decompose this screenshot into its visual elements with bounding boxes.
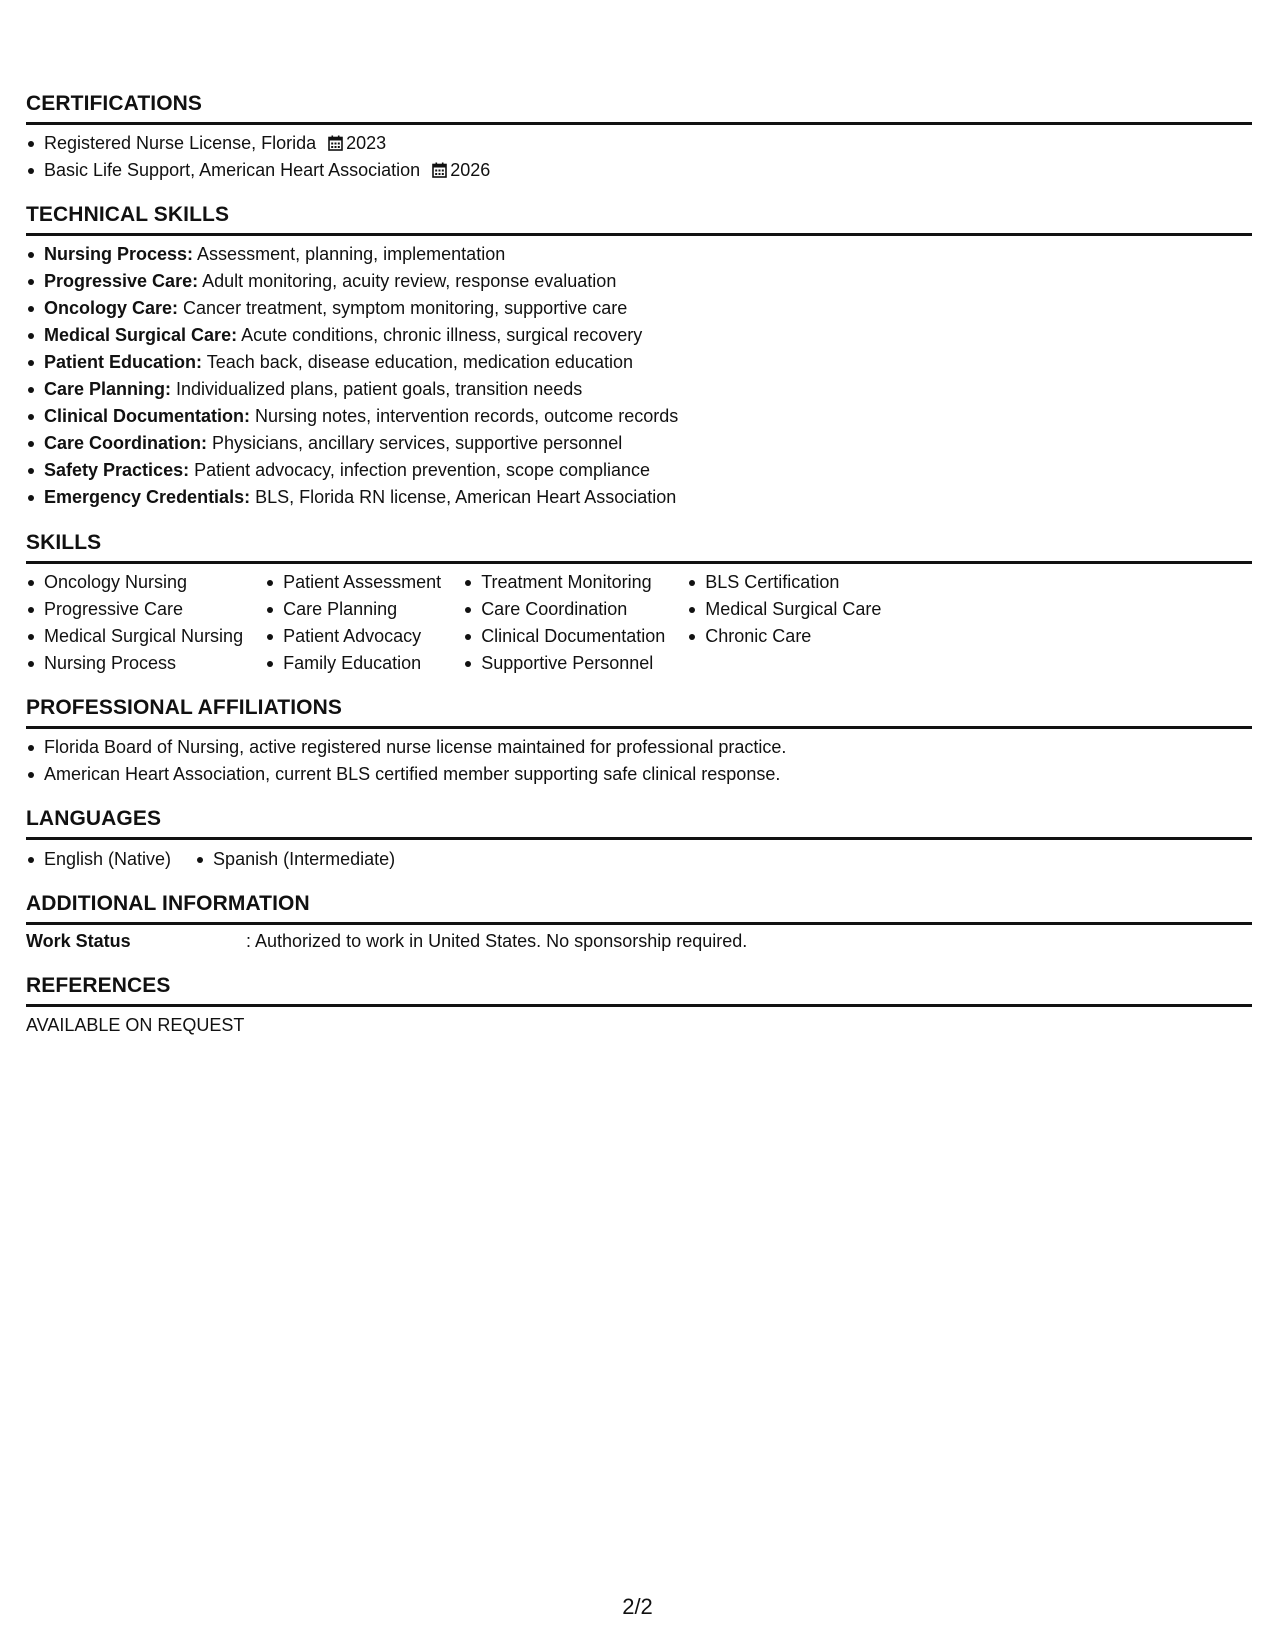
list-item: Oncology Nursing	[26, 569, 243, 596]
section-divider	[26, 726, 1252, 729]
skills-grid	[26, 569, 1252, 677]
section-title-certifications: CERTIFICATIONS	[26, 92, 203, 115]
certifications-section	[26, 91, 1252, 184]
section-title-languages: LANGUAGES	[26, 807, 162, 830]
certification-name: Registered Nurse License, Florida	[44, 133, 317, 153]
skill-text: Assessment, planning, implementation	[193, 244, 506, 264]
section-title-affiliations: PROFESSIONAL AFFILIATIONS	[26, 696, 342, 719]
list-item: Clinical Documentation	[463, 623, 665, 650]
list-item: Family Education	[265, 650, 441, 677]
list-item: Chronic Care	[687, 623, 881, 650]
list-item	[26, 268, 1252, 295]
skill-text: BLS, Florida RN license, American Heart Association	[250, 487, 677, 507]
section-divider	[26, 122, 1252, 125]
list-item: BLS Certification	[687, 569, 881, 596]
additional-info-section	[26, 891, 1252, 955]
list-item	[26, 349, 1252, 376]
technical-skills-section	[26, 202, 1252, 511]
list-item: Patient Advocacy	[265, 623, 441, 650]
skills-section	[26, 530, 1252, 677]
list-item: Care Planning	[265, 596, 441, 623]
list-item	[26, 295, 1252, 322]
languages-row	[26, 846, 1252, 873]
work-status-value: : Authorized to work in United States. No sponsorship required.	[246, 931, 748, 951]
calendar-icon	[328, 135, 343, 151]
skill-label: Medical Surgical Care:	[44, 325, 238, 345]
skill-text: Nursing notes, intervention records, outcome records	[250, 406, 679, 426]
skill-text: Adult monitoring, acuity review, response evaluation	[198, 271, 617, 291]
skill-label: Clinical Documentation:	[44, 406, 251, 426]
skills-column	[265, 569, 441, 677]
skills-column	[687, 569, 881, 677]
list-item: Medical Surgical Nursing	[26, 623, 243, 650]
work-status-row	[26, 928, 1252, 955]
affiliations-list	[26, 734, 1252, 788]
languages-section	[26, 806, 1252, 873]
technical-skills-list	[26, 241, 1252, 511]
list-item: American Heart Association, current BLS certified member supporting safe clinical response.	[26, 761, 1252, 788]
skill-label: Progressive Care:	[44, 271, 199, 291]
list-item: Medical Surgical Care	[687, 596, 881, 623]
references-section	[26, 973, 1252, 1039]
list-item: Progressive Care	[26, 596, 243, 623]
certification-name: Basic Life Support, American Heart Association	[44, 160, 421, 180]
list-item	[26, 484, 1252, 511]
list-item	[26, 430, 1252, 457]
skill-text: Acute conditions, chronic illness, surgical recovery	[237, 325, 643, 345]
section-divider	[26, 233, 1252, 236]
affiliations-section	[26, 695, 1252, 788]
section-title-skills: SKILLS	[26, 531, 102, 554]
list-item: Nursing Process	[26, 650, 243, 677]
list-item	[26, 241, 1252, 268]
section-title-additional-info: ADDITIONAL INFORMATION	[26, 892, 310, 915]
references-text: AVAILABLE ON REQUEST	[26, 1015, 245, 1035]
skill-text: Patient advocacy, infection prevention, scope compliance	[189, 460, 651, 480]
skill-label: Oncology Care:	[44, 298, 179, 318]
skill-label: Safety Practices:	[44, 460, 190, 480]
skill-label: Care Planning:	[44, 379, 172, 399]
skill-text: Teach back, disease education, medication education	[202, 352, 633, 372]
skill-text: Cancer treatment, symptom monitoring, supportive care	[178, 298, 628, 318]
list-item: Spanish (Intermediate)	[195, 846, 395, 873]
list-item	[26, 457, 1252, 484]
skill-text: Physicians, ancillary services, supportive personnel	[207, 433, 623, 453]
list-item	[26, 157, 1252, 184]
list-item: Treatment Monitoring	[463, 569, 665, 596]
certification-year: 2023	[346, 133, 387, 153]
languages-list	[26, 846, 171, 873]
list-item: English (Native)	[26, 846, 171, 873]
section-divider	[26, 561, 1252, 564]
calendar-icon	[432, 162, 447, 178]
section-divider	[26, 837, 1252, 840]
list-item	[26, 403, 1252, 430]
section-title-technical-skills: TECHNICAL SKILLS	[26, 203, 230, 226]
languages-list	[195, 846, 395, 873]
list-item	[26, 322, 1252, 349]
list-item: Supportive Personnel	[463, 650, 665, 677]
section-divider	[26, 1004, 1252, 1007]
list-item: Patient Assessment	[265, 569, 441, 596]
list-item: Care Coordination	[463, 596, 665, 623]
list-item	[26, 376, 1252, 403]
skill-label: Patient Education:	[44, 352, 203, 372]
certification-year: 2026	[450, 160, 491, 180]
list-item	[26, 130, 1252, 157]
work-status-label: Work Status	[26, 931, 131, 951]
section-divider	[26, 922, 1252, 925]
page-number: 2/2	[622, 1594, 653, 1619]
skills-column	[26, 569, 243, 677]
skill-label: Care Coordination:	[44, 433, 208, 453]
certifications-list	[26, 130, 1252, 184]
list-item: Florida Board of Nursing, active registered nurse license maintained for professional practice.	[26, 734, 1252, 761]
skill-text: Individualized plans, patient goals, transition needs	[171, 379, 583, 399]
skills-column	[463, 569, 665, 677]
skill-label: Nursing Process:	[44, 244, 194, 264]
section-title-references: REFERENCES	[26, 974, 171, 997]
skill-label: Emergency Credentials:	[44, 487, 251, 507]
